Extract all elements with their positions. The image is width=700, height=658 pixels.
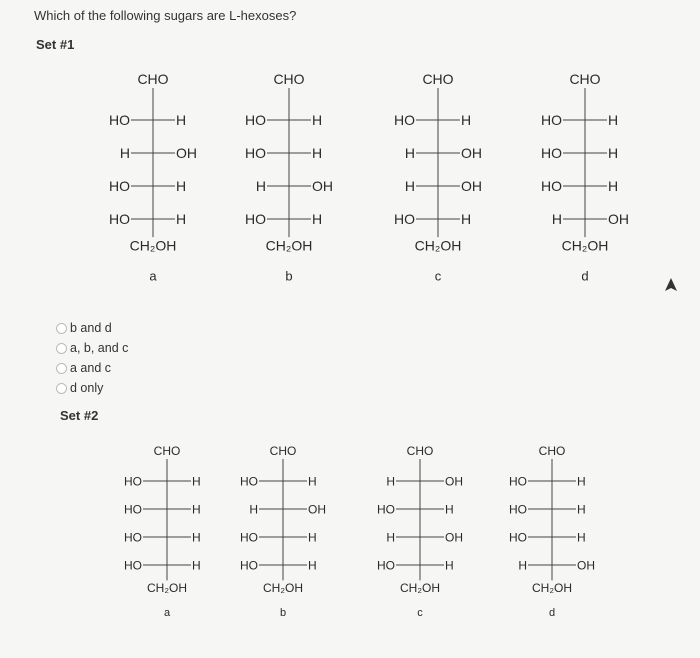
cho-group: CHO	[137, 71, 169, 87]
radio-button[interactable]	[56, 323, 67, 334]
right-substituent: H	[445, 502, 454, 517]
right-substituent: H	[445, 558, 454, 573]
left-substituent: H	[518, 558, 527, 573]
right-substituent: H	[461, 112, 472, 129]
right-substituent: OH	[445, 474, 463, 489]
radio-button[interactable]	[56, 343, 67, 354]
option-a-b-and-c[interactable]	[56, 338, 128, 358]
left-substituent: HO	[245, 211, 266, 228]
left-substituent: HO	[509, 530, 527, 545]
set-1-label: Set #1	[36, 37, 75, 52]
right-substituent: OH	[176, 145, 197, 162]
right-substituent: H	[192, 474, 201, 489]
fischer-projection-b	[229, 70, 349, 315]
left-substituent: HO	[109, 178, 130, 195]
right-substituent: OH	[445, 530, 463, 545]
right-substituent: H	[176, 211, 187, 228]
right-substituent: H	[608, 178, 619, 195]
left-substituent: HO	[109, 211, 130, 228]
fischer-projection-c	[360, 443, 480, 658]
molecule-letter-label: c	[434, 268, 442, 284]
right-substituent: H	[461, 211, 472, 228]
left-substituent: HO	[541, 178, 562, 195]
cho-group: CHO	[422, 71, 454, 87]
right-substituent: H	[308, 558, 317, 573]
left-substituent: HO	[124, 502, 142, 517]
left-substituent: H	[386, 530, 395, 545]
left-substituent: HO	[240, 474, 258, 489]
left-substituent: HO	[541, 145, 562, 162]
left-substituent: HO	[240, 558, 258, 573]
right-substituent: OH	[608, 211, 629, 228]
right-substituent: OH	[461, 145, 482, 162]
right-substituent: OH	[308, 502, 326, 517]
option-a-and-c[interactable]	[56, 358, 128, 378]
radio-button[interactable]	[56, 363, 67, 374]
left-substituent: HO	[541, 112, 562, 129]
answer-options	[56, 318, 128, 398]
right-substituent: OH	[312, 178, 333, 195]
left-substituent: HO	[109, 112, 130, 129]
ch2oh-group: CH₂OH	[129, 237, 177, 254]
ch2oh-group: CH₂OH	[400, 580, 440, 595]
option-label: d only	[70, 381, 104, 395]
molecule-letter-label: a	[163, 606, 171, 619]
ch2oh-group: CH₂OH	[147, 580, 187, 595]
ch2oh-group: CH₂OH	[414, 237, 462, 254]
left-substituent: H	[404, 145, 415, 162]
left-substituent: H	[249, 502, 258, 517]
left-substituent: H	[551, 211, 562, 228]
right-substituent: H	[176, 112, 187, 129]
cho-group: CHO	[569, 71, 601, 87]
cho-group: CHO	[538, 444, 566, 458]
right-substituent: H	[308, 474, 317, 489]
ch2oh-group: CH₂OH	[561, 237, 609, 254]
ch2oh-group: CH₂OH	[263, 580, 303, 595]
left-substituent: H	[119, 145, 130, 162]
right-substituent: H	[308, 530, 317, 545]
fischer-projection-c	[378, 70, 498, 315]
left-substituent: H	[386, 474, 395, 489]
right-substituent: OH	[461, 178, 482, 195]
molecule-letter-label: a	[149, 268, 157, 284]
molecule-letter-label: c	[417, 606, 423, 619]
left-substituent: HO	[394, 211, 415, 228]
ch2oh-group: CH₂OH	[532, 580, 572, 595]
left-substituent: HO	[245, 145, 266, 162]
right-substituent: H	[312, 112, 323, 129]
left-substituent: HO	[377, 558, 395, 573]
right-substituent: H	[577, 474, 586, 489]
right-substituent: H	[192, 502, 201, 517]
option-b-and-d[interactable]	[56, 318, 128, 338]
set-2-label: Set #2	[60, 408, 99, 423]
left-substituent: H	[404, 178, 415, 195]
right-substituent: H	[312, 145, 323, 162]
cho-group: CHO	[153, 444, 181, 458]
fischer-projection-a	[107, 443, 227, 658]
right-substituent: H	[577, 502, 586, 517]
left-substituent: HO	[124, 530, 142, 545]
option-d-only[interactable]	[56, 378, 128, 398]
mouse-cursor-icon	[664, 278, 678, 294]
fischer-projection-b	[223, 443, 343, 658]
right-substituent: OH	[577, 558, 595, 573]
molecule-letter-label: d	[581, 268, 589, 284]
right-substituent: H	[192, 530, 201, 545]
left-substituent: HO	[394, 112, 415, 129]
molecule-letter-label: b	[279, 606, 287, 619]
left-substituent: HO	[509, 502, 527, 517]
option-label: a, b, and c	[70, 341, 129, 355]
radio-button[interactable]	[56, 383, 67, 394]
right-substituent: H	[312, 211, 323, 228]
left-substituent: HO	[240, 530, 258, 545]
left-substituent: HO	[245, 112, 266, 129]
left-substituent: HO	[124, 474, 142, 489]
molecule-letter-label: d	[548, 606, 556, 619]
right-substituent: H	[608, 112, 619, 129]
cho-group: CHO	[273, 71, 305, 87]
fischer-projection-d	[525, 70, 645, 315]
left-substituent: HO	[124, 558, 142, 573]
option-label: a and c	[70, 361, 112, 375]
right-substituent: H	[192, 558, 201, 573]
right-substituent: H	[608, 145, 619, 162]
fischer-projection-a	[93, 70, 213, 315]
ch2oh-group: CH₂OH	[265, 237, 313, 254]
right-substituent: H	[176, 178, 187, 195]
cho-group: CHO	[269, 444, 297, 458]
fischer-projection-d	[492, 443, 612, 658]
question-text: Which of the following sugars are L-hexoses?	[34, 8, 297, 23]
right-substituent: H	[577, 530, 586, 545]
left-substituent: HO	[377, 502, 395, 517]
left-substituent: HO	[509, 474, 527, 489]
molecule-letter-label: b	[285, 268, 293, 284]
left-substituent: H	[255, 178, 266, 195]
cho-group: CHO	[406, 444, 434, 458]
option-label: b and d	[70, 321, 112, 335]
